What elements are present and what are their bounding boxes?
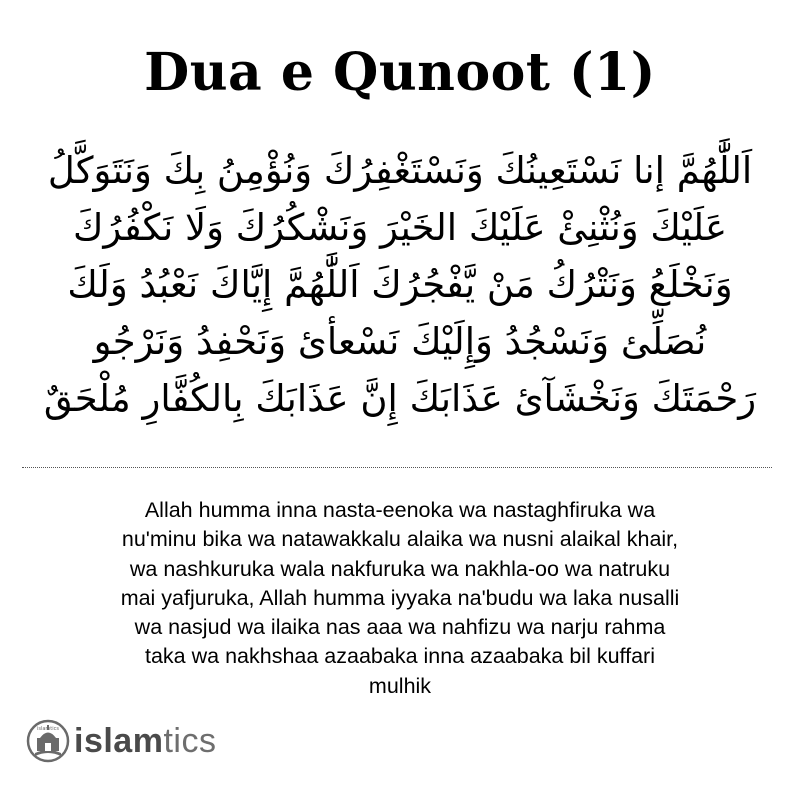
arabic-line: رَحْمَتَكَ وَنَخْشَآئ عَذَابَكَ إِنَّ عَذَابَكَ بِالكُفَّارِ مُلْحَقٌ (43, 377, 757, 420)
svg-text:islamtics: islamtics (36, 726, 60, 732)
arabic-line: نُصَلِّئ وَنَسْجُدُ وَإِلَيْكَ نَسْعأئ وَنَحْفِدُ وَنَرْجُو (93, 320, 707, 363)
transliteration-line: mulhik (368, 673, 432, 698)
arabic-text (30, 142, 770, 427)
transliteration-line: nu'minu bika wa natawakkalu alaika wa nusni alaikal khair, (121, 527, 679, 552)
transliteration-line: mai yafjuruka, Allah humma iyyaka na'budu wa laka nusalli (120, 585, 680, 610)
arabic-line: عَلَيْكَ وَنُثْنِئْ عَلَيْكَ الخَيْرَ وَنَشْكُرُكَ وَلَا نَكْفُرُكَ (72, 206, 728, 249)
page-title: Dua e Qunoot (1) (144, 42, 656, 103)
transliteration-line: wa nashkuruka wala nakfuruka wa nakhla-oo wa natruku (129, 556, 671, 581)
logo-wordmark-strong: islam (74, 722, 164, 760)
transliteration-text (40, 496, 760, 701)
transliteration-line: Allah humma inna nasta-eenoka wa nastaghfiruka wa (144, 498, 656, 522)
mosque-book-emblem-icon (26, 719, 70, 763)
arabic-line: وَنَخْلَعُ وَنَتْرُكُ مَنْ يَّفْجُرُكَ اَللَّٰهُمَّ إِيَّاكَ نَعْبُدُ وَلَكَ (67, 263, 733, 306)
arabic-line: اَللَّٰهُمَّ إنا نَسْتَعِينُكَ وَنَسْتَغْفِرُكَ وَنُؤْمِنُ بِكَ وَنَتَوَكَّلُ (47, 149, 753, 192)
transliteration-line: wa nasjud wa ilaika nas aaa wa nahfizu wa narju rahma (134, 615, 666, 640)
logo-wordmark-light: tics (163, 722, 217, 760)
logo-wordmark (74, 719, 216, 763)
dotted-divider (22, 467, 772, 468)
transliteration-line: taka wa nakhshaa azaabaka inna azaabaka bil kuffari (145, 644, 655, 669)
islamtics-logo (26, 716, 216, 766)
